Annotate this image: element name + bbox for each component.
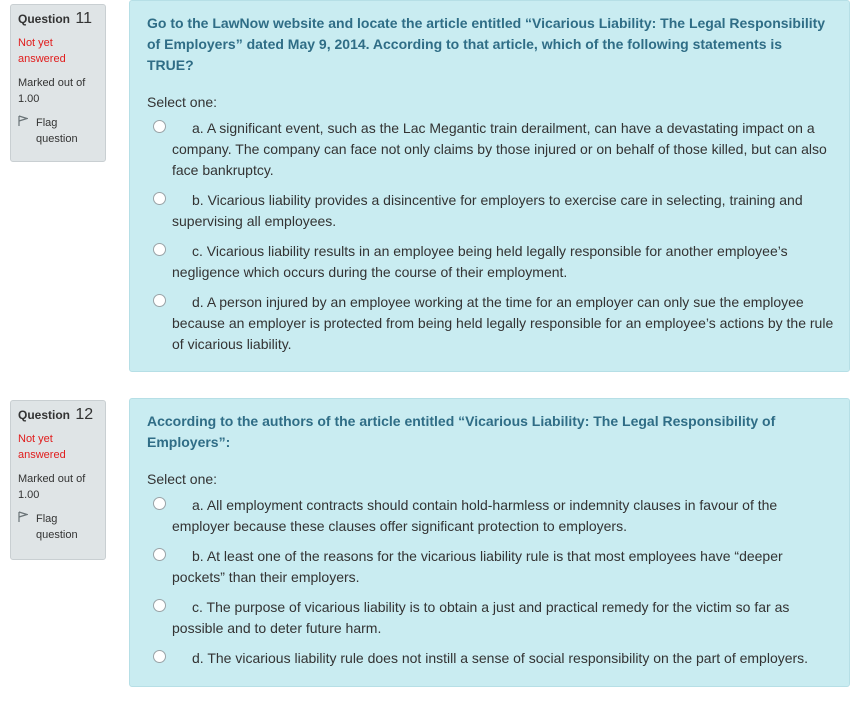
answer-option-b[interactable]: b. Vicarious liability provides a disincentive for employers to exercise care in selecting, training and supervising all employees. — [147, 190, 835, 232]
question-text: According to the authors of the article entitled “Vicarious Liability: The Legal Responsibility of Employers”: — [147, 413, 776, 450]
question-info-panel — [10, 400, 106, 560]
answer-option-a[interactable]: a. All employment contracts should contain hold-harmless or indemnity clauses in favour of the employer because these clauses offer significant protection to employers. — [147, 495, 835, 537]
question-state: Not yet answered — [18, 37, 66, 65]
answer-option-a[interactable]: a. A significant event, such as the Lac Megantic train derailment, can have a devastating impact on a company. The company can face not only claims by those injured or on behalf of those killed, but can also face bankruptcy. — [147, 118, 835, 181]
flag-question-toggle[interactable] — [18, 511, 98, 543]
radio-button[interactable] — [153, 599, 166, 612]
flag-icon — [18, 511, 28, 528]
select-one-prompt: Select one: — [147, 94, 218, 110]
flag-question-label: Flag question — [36, 117, 78, 145]
radio-button[interactable] — [153, 294, 166, 307]
flag-icon — [18, 115, 28, 132]
answer-options — [147, 495, 835, 669]
answer-options — [147, 118, 835, 355]
question-grade: Marked out of 1.00 — [18, 473, 86, 501]
question-number: Question 12 — [18, 406, 94, 423]
radio-button[interactable] — [153, 650, 166, 663]
question-number: Question 11 — [18, 10, 92, 27]
answer-option-b[interactable]: b. At least one of the reasons for the vicarious liability rule is that most employees have “deeper pockets” than their employers. — [147, 546, 835, 588]
question-grade: Marked out of 1.00 — [18, 77, 86, 105]
answer-option-d[interactable]: d. A person injured by an employee working at the time for an employer can only sue the employee because an employer is protected from being held legally responsible for an employee’s actions by the rule of vicarious liability. — [147, 292, 835, 355]
answer-option-c[interactable]: c. Vicarious liability results in an employee being held legally responsible for another employee’s negligence which occurs during the course of their employment. — [147, 241, 835, 283]
flag-question-toggle[interactable] — [18, 115, 98, 147]
radio-button[interactable] — [153, 192, 166, 205]
select-one-prompt: Select one: — [147, 471, 218, 487]
question-info-panel — [10, 4, 106, 162]
flag-question-label: Flag question — [36, 513, 78, 541]
question-number-value: 12 — [75, 406, 94, 423]
question-state: Not yet answered — [18, 433, 66, 461]
radio-button[interactable] — [153, 243, 166, 256]
answer-option-c[interactable]: c. The purpose of vicarious liability is to obtain a just and practical remedy for the victim so far as possible and to deter future harm. — [147, 597, 835, 639]
question-text: Go to the LawNow website and locate the article entitled “Vicarious Liability: The Legal Responsibility of Employers” dated May 9, 2014. According to that article, which of the following statements is TRUE? — [147, 15, 826, 73]
question-number-value: 11 — [75, 10, 92, 27]
question-content — [129, 0, 850, 372]
radio-button[interactable] — [153, 497, 166, 510]
question-content — [129, 398, 850, 687]
radio-button[interactable] — [153, 120, 166, 133]
answer-option-d[interactable]: d. The vicarious liability rule does not instill a sense of social responsibility on the part of employers. — [147, 648, 835, 669]
radio-button[interactable] — [153, 548, 166, 561]
